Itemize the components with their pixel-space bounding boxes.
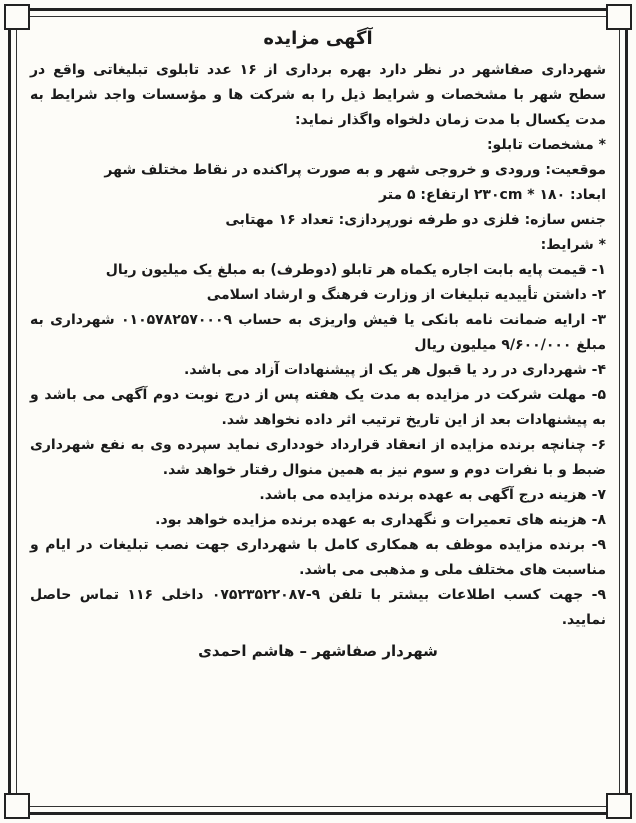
corner-ornament bbox=[606, 4, 632, 30]
spec-material: جنس سازه: فلزی دو طرفه نورپردازی: تعداد ۱۶ مهتابی bbox=[225, 212, 606, 228]
corner-ornament bbox=[606, 793, 632, 819]
condition-item: ۶- چنانچه برنده مزایده از انعقاد قرارداد خودداری نماید سپرده وی به نفع شهرداری ضبط و با نفرات دوم و سوم نیز به همین منوال رفتار خواهد شد. bbox=[30, 437, 606, 478]
corner-ornament bbox=[4, 793, 30, 819]
conditions-heading: * شرایط: bbox=[540, 237, 606, 253]
corner-ornament bbox=[4, 4, 30, 30]
condition-item: ۹- جهت کسب اطلاعات بیشتر با تلفن ۹-۰۷۵۲۳۵۲۲۰۸۷ داخلی ۱۱۶ تماس حاصل نمایید. bbox=[30, 587, 607, 628]
ad-title: آگهی مزایده bbox=[263, 28, 373, 49]
condition-item: ۸- هزینه های تعمیرات و نگهداری به عهده برنده مزایده خواهد بود. bbox=[155, 512, 606, 528]
spec-location: موقعیت: ورودی و خروجی شهر و به صورت پراکنده در نقاط مختلف شهر bbox=[104, 162, 606, 178]
condition-item: ۹- برنده مزایده موظف به همکاری کامل با شهرداری جهت نصب تبلیغات در ایام و مناسبت های مختلف ملی و مذهبی می باشد. bbox=[30, 537, 606, 578]
ad-intro: شهرداری صفاشهر در نظر دارد بهره برداری از ۱۶ عدد تابلوی تبلیغاتی واقع در سطح شهر با مشخصات و شرایط ذیل را به شرکت ها و مؤسسات واجد شرایط به مدت یکسال با مدت زمان دلخواه واگذار نماید: bbox=[30, 62, 606, 128]
ad-signature: شهردار صفاشهر – هاشم احمدی bbox=[198, 642, 438, 660]
condition-item: ۷- هزینه درج آگهی به عهده برنده مزایده می باشد. bbox=[259, 487, 606, 503]
condition-item: ۵- مهلت شرکت در مزایده به مدت یک هفته پس از درج نوبت دوم آگهی می باشد و به پیشنهادات بعد از این تاریخ ترتیب اثر داده نخواهد شد. bbox=[30, 387, 606, 428]
ad-content bbox=[30, 26, 606, 664]
condition-item: ۴- شهرداری در رد یا قبول هر یک از پیشنهادات آزاد می باشد. bbox=[184, 362, 606, 378]
condition-item: ۱- قیمت پایه بابت اجاره یکماه هر تابلو (دوطرف) به مبلغ یک میلیون ریال bbox=[105, 262, 606, 278]
condition-item: ۳- ارایه ضمانت نامه بانکی یا فیش واریزی به حساب ۰۱۰۵۷۸۲۵۷۰۰۰۹ شهرداری به مبلغ ۹/۶۰۰/۰۰۰ میلیون ریال bbox=[30, 312, 606, 353]
condition-item: ۲- داشتن تأییدیه تبلیغات از وزارت فرهنگ و ارشاد اسلامی bbox=[206, 287, 606, 303]
specs-heading: * مشخصات تابلو: bbox=[486, 137, 606, 153]
spec-dimensions: ابعاد: ۲۳۰cm * ۱۸۰ ارتفاع: ۵ متر bbox=[379, 187, 606, 203]
